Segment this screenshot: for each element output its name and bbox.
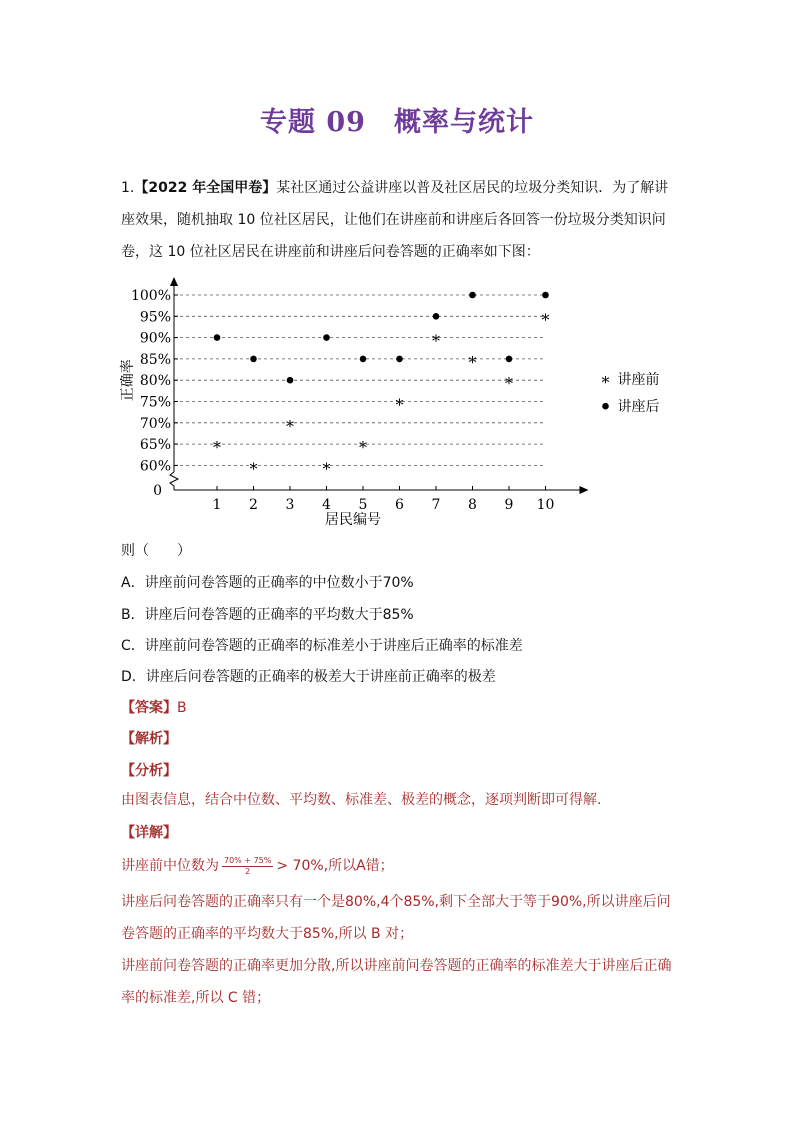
title-part1: 专题 09: [260, 107, 366, 138]
point-after-1: [214, 334, 221, 341]
point-before-10: *: [541, 310, 550, 330]
question-number: 1.: [121, 180, 135, 196]
detail-line1: 讲座前中位数为 $\frac{70\% + 75\%}{2}$ > 70%,所以A错；: [121, 855, 394, 876]
point-before-1: *: [213, 438, 221, 458]
point-after-5: [360, 356, 367, 363]
point-after-3: [287, 377, 294, 384]
fenxi-label: 【分析】: [121, 763, 177, 779]
point-after-6: [396, 356, 403, 363]
axis-break-mark: [170, 472, 178, 490]
x-tick-label: 9: [504, 497, 514, 513]
x-tick-label: 2: [249, 497, 258, 513]
axis-layer: [120, 277, 589, 528]
y-tick-label: 70%: [139, 415, 171, 432]
y-tick-label: 75%: [139, 394, 171, 411]
x-tick-label: 1: [212, 497, 222, 513]
question-text: [121, 172, 681, 268]
option-d: D．讲座后问卷答题的正确率的极差大于讲座前正确率的极差: [121, 669, 496, 685]
prompt: 则（ ）: [121, 543, 191, 559]
y-tick-label: 80%: [139, 373, 171, 390]
y-axis-arrow: [170, 277, 178, 286]
point-before-9: *: [505, 374, 513, 394]
point-before-8: *: [468, 352, 477, 372]
median-fraction: $\frac{70\% + 75\%}{2}$: [224, 855, 272, 876]
question-body: 某社区通过公益讲座以普及社区居民的垃圾分类知识．为了解讲座效果，随机抽取 10 位社区居民，让他们在讲座前和讲座后各回答一份垃圾分类知识问卷，这 10 位社区居民在讲座前和讲座后问卷答题的正确率如下图：: [121, 180, 669, 260]
answer: 【答案】B: [121, 700, 187, 716]
point-before-3: *: [286, 416, 294, 436]
x-tick-label: 5: [358, 497, 368, 513]
legend-label-before: 讲座前: [617, 372, 660, 389]
analysis-label: 【解析】: [121, 731, 177, 747]
scatter-chart: [116, 276, 676, 530]
fenxi-text: 由图表信息，结合中位数、平均数、标准差、极差的概念，逐项判断即可得解.: [121, 792, 602, 808]
y-tick-label: 95%: [139, 309, 171, 326]
point-before-4: *: [322, 459, 331, 479]
y-tick-label: 65%: [139, 437, 171, 454]
legend-marker-before: *: [601, 373, 610, 393]
x-tick-label: 7: [431, 497, 441, 513]
y-tick-label: 90%: [139, 330, 171, 347]
question-source: 【2022 年全国甲卷】: [134, 180, 277, 196]
y-zero-label: 0: [153, 483, 162, 499]
y-tick-label: 85%: [139, 351, 171, 368]
point-before-5: *: [359, 438, 367, 458]
point-before-7: *: [432, 331, 440, 351]
point-after-8: [469, 292, 476, 299]
legend-label-after: 讲座后: [617, 399, 660, 416]
detail-line3: 讲座前问卷答题的正确率更加分散,所以讲座前问卷答题的正确率的标准差大于讲座后正确率的标准差,所以 C 错；: [121, 958, 672, 1006]
point-after-4: [323, 334, 330, 341]
point-after-9: [506, 356, 513, 363]
detail-line2: 讲座后问卷答题的正确率只有一个是80%,4个85%,剩下全部大于等于90%,所以讲座后问卷答题的正确率的平均数大于85%,所以 B 对；: [121, 894, 671, 942]
point-after-7: [433, 313, 440, 320]
point-after-10: [542, 292, 549, 299]
x-tick-label: 8: [468, 497, 477, 513]
y-tick-label: 100%: [130, 288, 171, 304]
x-axis-arrow: [580, 486, 589, 494]
x-tick-label: 3: [285, 497, 295, 513]
x-tick-label: 4: [322, 497, 331, 513]
option-a: A．讲座前问卷答题的正确率的中位数小于70%: [121, 575, 414, 591]
mark-layer: [213, 292, 550, 479]
x-tick-label: 10: [536, 497, 555, 513]
title-part2: 概率与统计: [393, 107, 534, 138]
option-c: C．讲座前问卷答题的正确率的标准差小于讲座后正确率的标准差: [121, 638, 523, 654]
x-axis-title: 居民编号: [325, 512, 381, 528]
page-title: [0, 100, 794, 139]
legend-marker-after: [602, 403, 609, 410]
option-b: B．讲座后问卷答题的正确率的平均数大于85%: [121, 607, 414, 623]
y-axis-title: 正确率: [120, 359, 136, 402]
y-tick-label: 60%: [139, 458, 171, 475]
x-tick-label: 6: [395, 497, 404, 513]
point-after-2: [250, 356, 257, 363]
point-before-2: *: [249, 459, 258, 479]
legend-layer: [602, 372, 660, 415]
point-before-6: *: [395, 395, 404, 415]
detail-label: 【详解】: [121, 825, 177, 841]
